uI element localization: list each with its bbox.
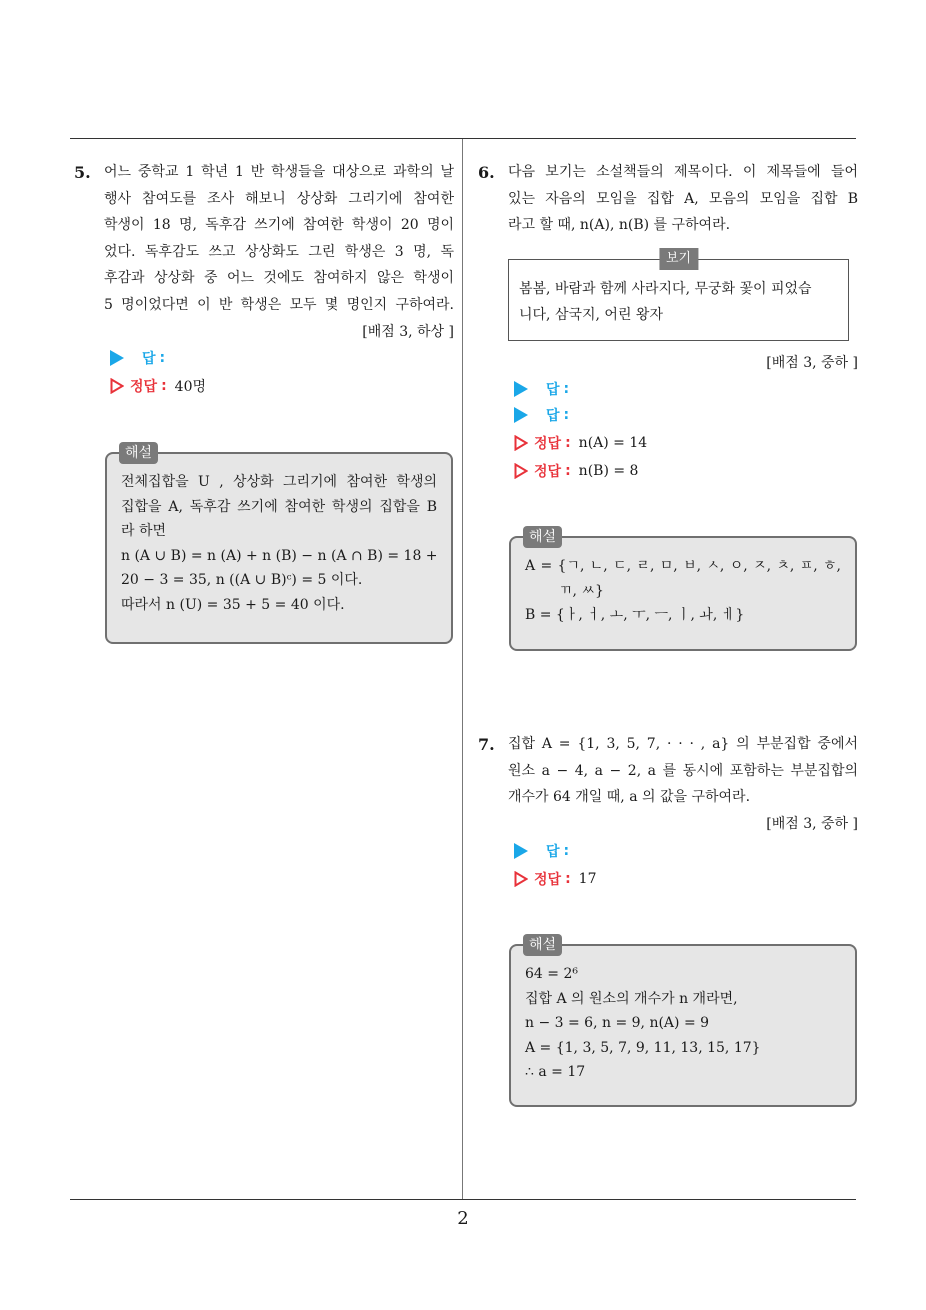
solution-line: 라 하면	[121, 523, 167, 539]
example-line: 봄봄, 바람과 함께 사라지다, 무궁화 꽃이 피었습	[519, 281, 812, 297]
problem-line: 후감과 상상화 중 어느 것에도 참여하지 않은 학생이	[104, 270, 454, 286]
correct-answer-row	[514, 432, 647, 454]
solution-line: 20 − 3 = 35, n ((A ∪ B)ᶜ) = 5 이다.	[121, 572, 363, 588]
answer-triangle-icon	[110, 350, 124, 366]
solution-line: B = {ㅏ, ㅓ, ㅗ, ㅜ, ㅡ, ㅣ, ㅘ, ㅔ}	[525, 607, 745, 623]
problem-line: 다음 보기는 소설책들의 제목이다. 이 제목들에 들어	[508, 164, 858, 180]
solution-line: 집합 A 의 원소의 개수가 n 개라면,	[525, 990, 738, 1007]
correct-answer-row	[110, 375, 206, 397]
score-label: [배점 3, 하상 ]	[362, 324, 454, 340]
problem-line: 라고 할 때, n(A), n(B) 를 구하여라.	[508, 217, 731, 233]
solution-line: 따라서 n (U) = 35 + 5 = 40 이다.	[121, 596, 345, 613]
score-label: [배점 3, 중하 ]	[766, 355, 858, 371]
solution-line: 64 = 2⁶	[525, 966, 578, 982]
solution-line: ㄲ, ㅆ}	[559, 582, 604, 599]
problem-line: 5 명이었다면 이 반 학생은 모두 몇 명인지 구하여라.	[104, 296, 454, 313]
problem-line: 어느 중학교 1 학년 1 반 학생들을 대상으로 과학의 날	[104, 164, 454, 180]
answer-row	[514, 404, 577, 426]
correct-label: 정답	[534, 872, 562, 888]
problem-number: 7.	[478, 735, 495, 754]
correct-answer-row	[514, 460, 638, 482]
column-divider	[462, 139, 463, 1199]
problem-text	[508, 159, 858, 239]
solution-line: 집합을 A, 독후감 쓰기에 참여한 학생의 집합을 B	[121, 498, 437, 515]
correct-triangle-icon	[514, 435, 528, 451]
answer-colon: :	[563, 843, 570, 859]
correct-value: 17	[578, 871, 597, 887]
example-line: 니다, 삼국지, 어린 왕자	[519, 307, 663, 323]
page-number: 2	[457, 1208, 469, 1229]
problem-text	[508, 731, 858, 811]
correct-colon: :	[161, 378, 167, 394]
correct-answer-row	[514, 868, 597, 890]
correct-label: 정답	[130, 379, 158, 395]
score-label: [배점 3, 중하 ]	[766, 816, 858, 832]
example-tag: 보기	[659, 248, 698, 270]
bottom-rule	[70, 1199, 856, 1200]
problem-text	[104, 159, 454, 318]
solution-line: ∴ a = 17	[525, 1064, 586, 1080]
answer-triangle-icon	[514, 843, 528, 859]
solution-line: 전체집합을 U , 상상화 그리기에 참여한 학생의	[121, 474, 437, 490]
example-box	[508, 251, 849, 341]
answer-row	[514, 378, 577, 400]
answer-triangle-icon	[514, 407, 528, 423]
correct-value: n(B) = 8	[578, 463, 639, 479]
problem-line: 개수가 64 개일 때, a 의 값을 구하여라.	[508, 789, 751, 805]
correct-triangle-icon	[110, 378, 124, 394]
top-rule	[70, 138, 856, 139]
solution-box	[509, 529, 857, 651]
correct-label: 정답	[534, 464, 562, 480]
correct-triangle-icon	[514, 871, 528, 887]
correct-label: 정답	[534, 436, 562, 452]
problem-line: 학생이 18 명, 독후감 쓰기에 참여한 학생이 20 명이	[104, 217, 454, 233]
solution-line: n (A ∪ B) = n (A) + n (B) − n (A ∩ B) = 18 +	[121, 547, 438, 564]
correct-triangle-icon	[514, 463, 528, 479]
correct-value: n(A) = 14	[578, 435, 648, 451]
correct-value: 40명	[174, 379, 207, 395]
solution-line: A = {ㄱ, ㄴ, ㄷ, ㄹ, ㅁ, ㅂ, ㅅ, ㅇ, ㅈ, ㅊ, ㅍ, ㅎ,	[525, 558, 841, 574]
solution-box	[105, 445, 453, 644]
problem-line: 었다. 독후감도 쓰고 상상화도 그린 학생은 3 명, 독	[104, 243, 454, 260]
correct-colon: :	[565, 435, 571, 451]
solution-tag: 해설	[119, 442, 158, 464]
problem-line: 있는 자음의 모임을 집합 A, 모음의 모임을 집합 B	[508, 190, 858, 207]
answer-colon: :	[563, 381, 570, 397]
answer-label: 답	[142, 351, 156, 367]
problem-number: 5.	[74, 163, 91, 182]
answer-triangle-icon	[514, 381, 528, 397]
correct-colon: :	[565, 463, 571, 479]
solution-line: A = {1, 3, 5, 7, 9, 11, 13, 15, 17}	[525, 1039, 761, 1056]
answer-row	[110, 347, 173, 369]
problem-line: 원소 a − 4, a − 2, a 를 동시에 포함하는 부분집합의	[508, 762, 858, 779]
solution-line: n − 3 = 6, n = 9, n(A) = 9	[525, 1015, 710, 1031]
answer-colon: :	[563, 407, 570, 423]
answer-label: 답	[546, 408, 560, 424]
correct-colon: :	[565, 871, 571, 887]
solution-tag: 해설	[523, 526, 562, 548]
solution-tag: 해설	[523, 934, 562, 956]
answer-row	[514, 840, 577, 862]
problem-line: 행사 참여도를 조사 해보니 상상화 그리기에 참여한	[104, 190, 454, 207]
answer-label: 답	[546, 382, 560, 398]
solution-box	[509, 937, 857, 1107]
problem-line: 집합 A = {1, 3, 5, 7, · · · , a} 의 부분집합 중에서	[508, 736, 858, 752]
problem-number: 6.	[478, 163, 495, 182]
answer-colon: :	[159, 350, 166, 366]
answer-label: 답	[546, 844, 560, 860]
